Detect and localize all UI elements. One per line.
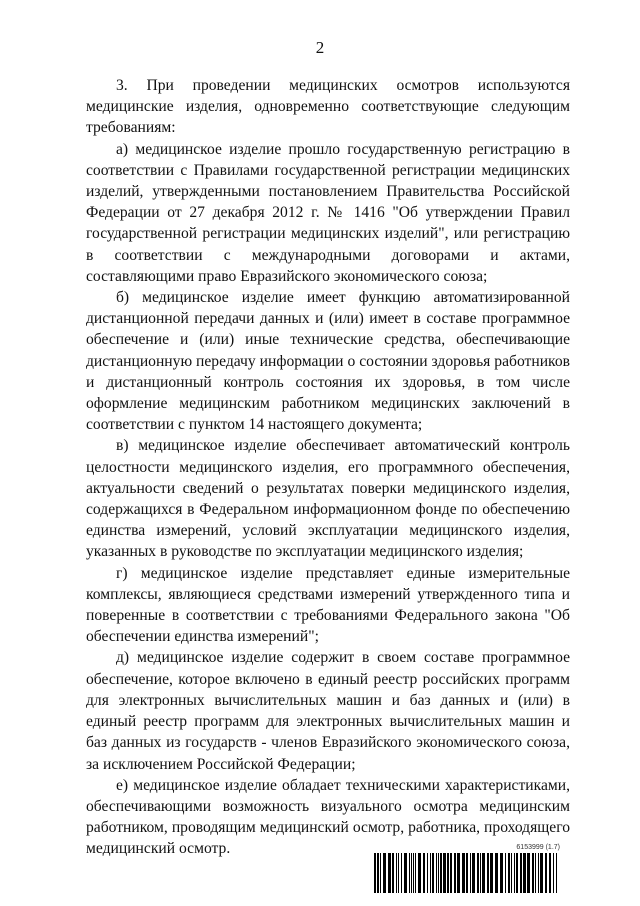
page-number: 2 [315, 38, 325, 57]
barcode-icon [374, 853, 560, 893]
paragraph-3b: б) медицинское изделие имеет функцию автоматизированной дистанционной передачи данных и (или) имеет в составе программное обеспечение и (или) иные технические средства, обеспечивающие дистанционную передачу информации о состоянии здоровья работников и дистанционный контроль состояния их здоровья, в том числе оформление медицинским работником медицинских заключений в соответствии с пунктом 14 настоящего документа; [86, 289, 570, 434]
barcode-label: 6153999 (1.7) [516, 844, 560, 851]
paragraph-3e: е) медицинское изделие обладает техническими характеристиками, обеспечивающими возможность визуального осмотра медицинским работником, проводящим медицинский осмотр, работника, проходящего медицинский осмотр. [86, 776, 570, 858]
paragraph-3v: в) медицинское изделие обеспечивает автоматический контроль целостности медицинского изделия, его программного обеспечения, актуальности сведений о результатах поверки медицинского изделия, содержащихся в Федеральном информационном фонде по обеспечению единства измерений, условий эксплуатации медицинского изделия, указанных в руководстве по эксплуатации медицинского изделия; [86, 437, 570, 561]
paragraph-3: 3. При проведении медицинских осмотров используются медицинские изделия, одновременно соответствующие следующим требованиям: [86, 77, 570, 137]
paragraph-3d: д) медицинское изделие содержит в своем составе программное обеспечение, которое включено в единый реестр российских программ для электронных вычислительных машин и баз данных и (или) в единый реестр программ для электронных вычислительных машин и баз данных из государств - членов Евразийского экономического союза, за исключением Российской Федерации; [86, 649, 570, 773]
paragraph-3g: г) медицинское изделие представляет единые измерительные комплексы, являющиеся средствами измерений утвержденного типа и поверенные в соответствии с требованиями Федерального закона "Об обеспечении единства измерений"; [86, 564, 570, 646]
barcode [374, 843, 560, 895]
document-body [86, 75, 570, 860]
paragraph-3a: а) медицинское изделие прошло государственную регистрацию в соответствии с Правилами государственной регистрации медицинских изделий, утвержденными постановлением Правительства Российской Федерации от 27 декабря 2012 г. № 1416 "Об утверждении Правил государственной регистрации медицинских изделий", или регистрацию в соответствии с международными договорами и актами, составляющими право Евразийского экономического союза; [86, 140, 570, 285]
